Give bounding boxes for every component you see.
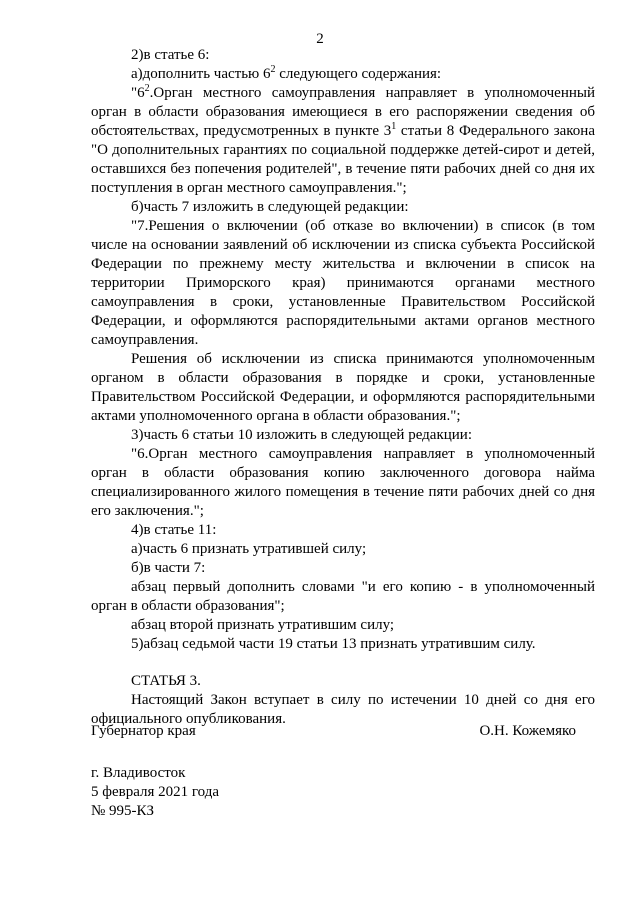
paragraph-second: абзац второй признать утратившим силу;: [131, 617, 395, 633]
quote-part-6-2: "$6^2.Орган$ местного самоуправления направляет в уполномоченный орган в области образования имеющиеся в его распоряжении сведения об обстоятельствах, предусмотренных в пункте $3^1$ статьи 8 Федерального закона "О дополнительных гарантиях по социальной поддержке детей-сирот и детей, оставшихся без попечения родителей", в течение пяти рабочих дней со дня их поступления в орган местного самоуправления.";: [91, 83, 595, 196]
item-2a: а)дополнить частью $6^2$ следующего содержания:: [131, 64, 442, 82]
paragraph-first: абзац первый дополнить словами "и его копию - в уполномоченный орган в области образования";: [91, 579, 595, 614]
signer-name: О.Н. Кожемяко: [479, 723, 576, 739]
quote-part-7: "7.Решения о включении (об отказе во включении) в список (в том числе на основании заявлений об исключении из списка субъекта Российской Федерации по прежнему месту жительства и включении в список на территории Приморского края) принимаются органами местного самоуправления в сроки, установленные Правительством Российской Федерации, и оформляются распорядительными актами органов местного самоуправления.: [91, 218, 595, 348]
document-body: [91, 46, 595, 729]
item-2: 2)в статье 6:: [131, 47, 210, 63]
signature-block: [91, 722, 595, 741]
quote-part-6: "6.Орган местного самоуправления направляет в уполномоченный орган в области образования копию заключенного договора найма специализированного жилого помещения в течение пяти рабочих дней со дня его заключения.";: [91, 446, 595, 519]
item-5: 5)абзац седьмой части 19 статьи 13 признать утратившим силу.: [131, 636, 536, 652]
item-3: 3)часть 6 статьи 10 изложить в следующей редакции:: [131, 427, 472, 443]
article-text: Настоящий Закон вступает в силу по истечении 10 дней со дня его официального опубликования.: [91, 692, 595, 727]
signer-position: Губернатор края: [91, 723, 196, 739]
page-number: 2: [316, 31, 324, 47]
article-heading: СТАТЬЯ 3.: [131, 673, 201, 689]
city: г. Владивосток: [91, 765, 186, 781]
place-date-block: [91, 764, 219, 821]
date: 5 февраля 2021 года: [91, 784, 220, 800]
item-4: 4)в статье 11:: [131, 522, 217, 538]
item-4a: а)часть 6 признать утратившей силу;: [131, 541, 367, 557]
quote-exclusion: Решения об исключении из списка принимаются уполномоченным органом в области образования в порядке и сроки, установленные Правительством Российской Федерации, и оформляются распорядительными актами уполномоченного органа в области образования.";: [91, 351, 595, 424]
item-2b: б)часть 7 изложить в следующей редакции:: [131, 199, 409, 215]
law-number: № 995-КЗ: [91, 803, 155, 819]
item-4b: б)в части 7:: [131, 560, 206, 576]
